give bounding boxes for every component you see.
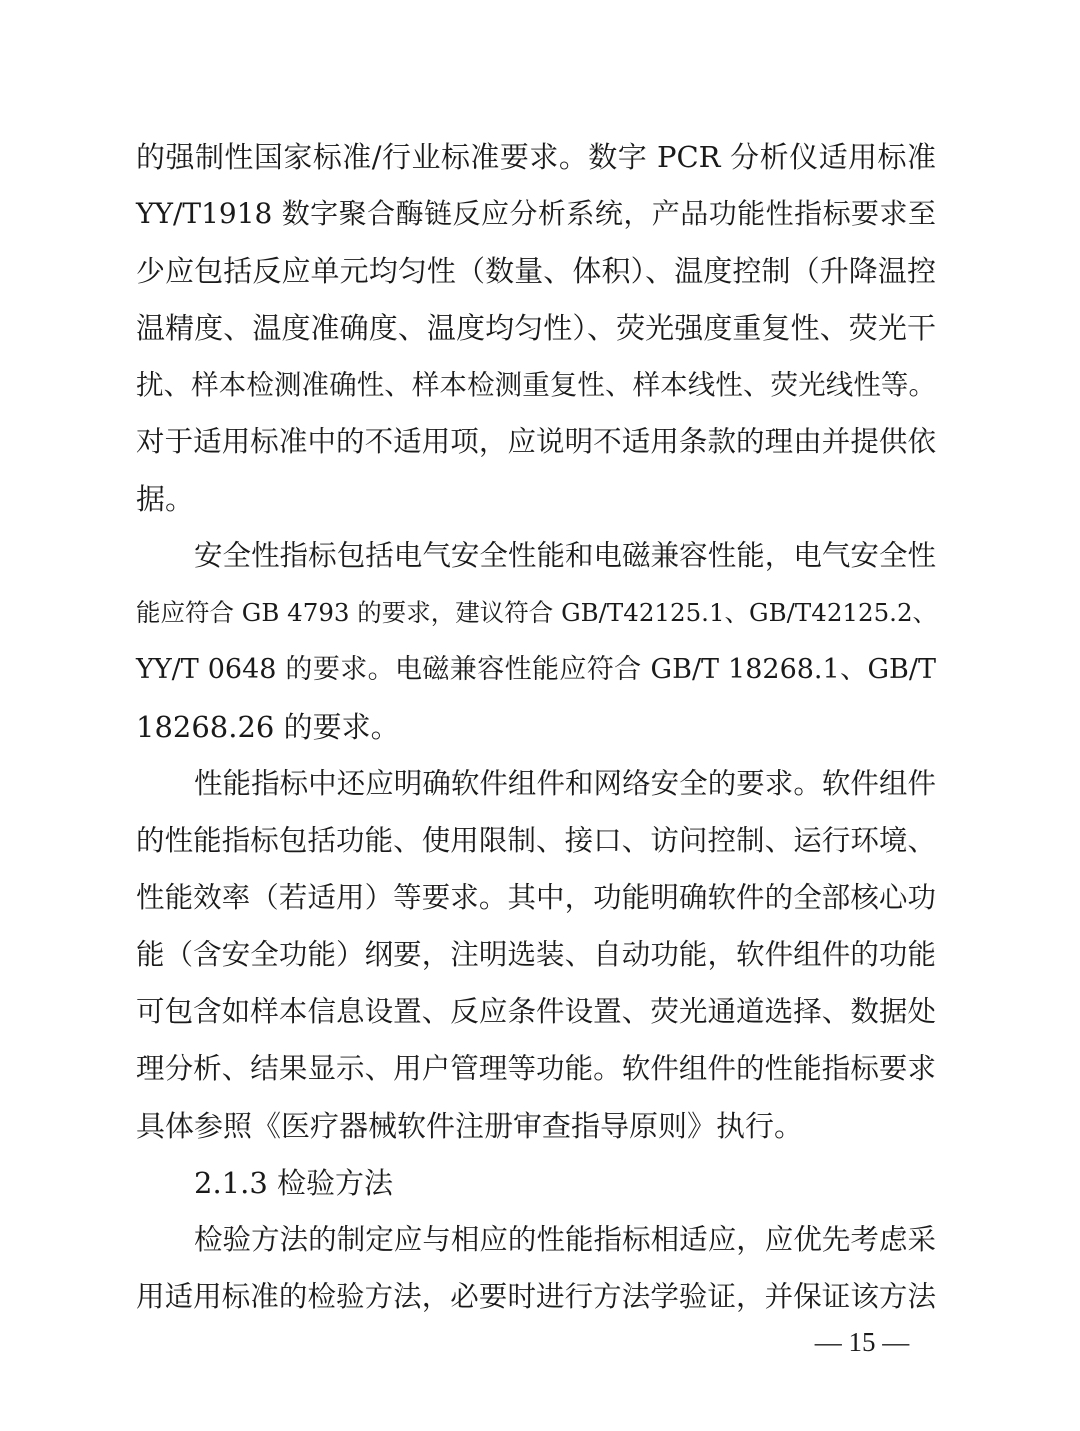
paragraph-line: 据。: [136, 482, 195, 516]
paragraph-line: 安全性指标包括电气安全性能和电磁兼容性能，电气安全性: [194, 539, 936, 572]
paragraph-line: 18268.26 的要求。: [136, 710, 400, 744]
paragraph-line: 的强制性国家标准/行业标准要求。数字 PCR 分析仪适用标准: [136, 140, 936, 174]
page-number: — 15 —: [814, 1327, 910, 1357]
paragraph-line: 的性能指标包括功能、使用限制、接口、访问控制、运行环境、: [136, 824, 936, 857]
paragraph-line: 可包含如样本信息设置、反应条件设置、荧光通道选择、数据处: [136, 995, 936, 1028]
paragraph-line: 扰、样本检测准确性、样本检测重复性、样本线性、荧光线性等。: [136, 369, 936, 401]
paragraph-line: 少应包括反应单元均匀性（数量、体积）、温度控制（升降温控: [136, 254, 936, 288]
paragraph-line: 温精度、温度准确度、温度均匀性）、荧光强度重复性、荧光干: [136, 311, 936, 345]
paragraph-line: 检验方法的制定应与相应的性能指标相适应，应优先考虑采: [194, 1223, 936, 1256]
paragraph-line: 性能效率（若适用）等要求。其中，功能明确软件的全部核心功: [136, 881, 936, 914]
paragraph-line: 用适用标准的检验方法，必要时进行方法学验证，并保证该方法: [136, 1280, 936, 1313]
paragraph-line: 性能指标中还应明确软件组件和网络安全的要求。软件组件: [194, 767, 936, 800]
paragraph-line: 对于适用标准中的不适用项，应说明不适用条款的理由并提供依: [136, 425, 936, 458]
paragraph-line: 能（含安全功能）纲要，注明选装、自动功能，软件组件的功能: [136, 938, 936, 971]
section-heading: 2.1.3 检验方法: [194, 1166, 394, 1200]
paragraph-line: 具体参照《医疗器械软件注册审查指导原则》执行。: [136, 1109, 804, 1143]
paragraph-line: 理分析、结果显示、用户管理等功能。软件组件的性能指标要求: [136, 1052, 936, 1085]
paragraph-line: YY/T1918 数字聚合酶链反应分析系统，产品功能性指标要求至: [136, 197, 936, 230]
paragraph-line: YY/T 0648 的要求。电磁兼容性能应符合 GB/T 18268.1、GB/T: [136, 654, 936, 685]
paragraph-line: 能应符合 GB 4793 的要求，建议符合 GB/T42125.1、GB/T42125.2、: [136, 598, 938, 627]
